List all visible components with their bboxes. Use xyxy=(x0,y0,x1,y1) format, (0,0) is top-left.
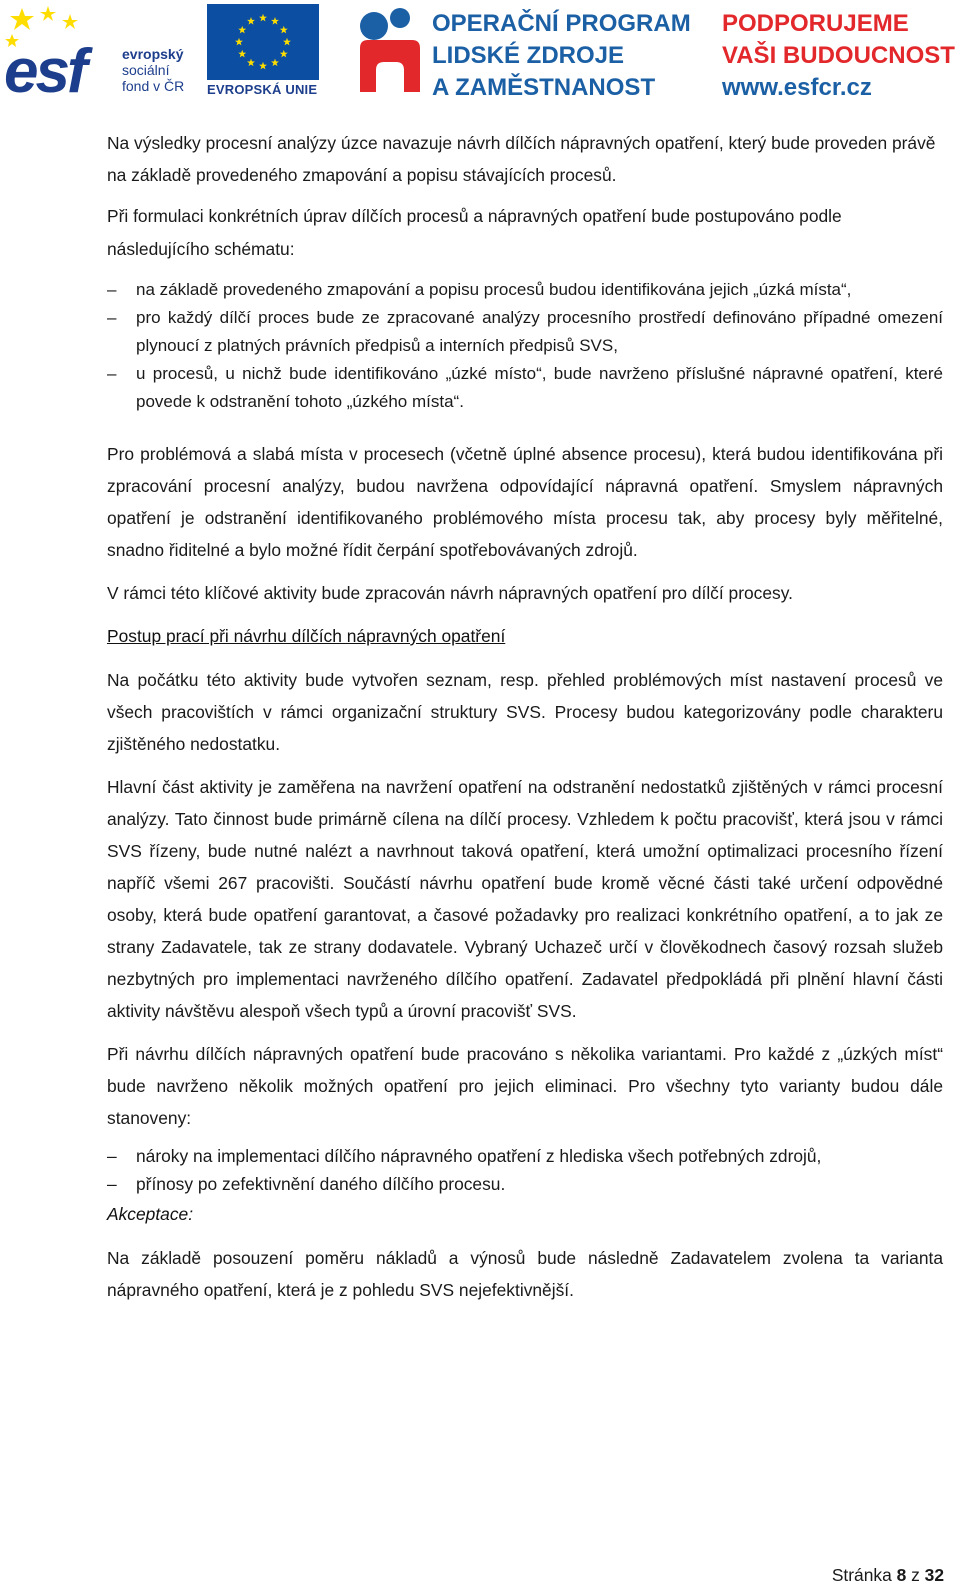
dash-bullet-icon: – xyxy=(107,280,117,299)
esf-line3: fond v ČR xyxy=(122,78,185,94)
esf-logo xyxy=(4,4,117,96)
op-lzz-logo xyxy=(356,4,424,96)
acceptance-label: Akceptace: xyxy=(107,1204,194,1224)
support-line2: VAŠI BUDOUCNOST xyxy=(722,42,955,69)
dash-bullet-icon: – xyxy=(107,364,117,383)
op-line3: A ZAMĚSTNANOST xyxy=(432,74,656,101)
esf-wordmark xyxy=(122,46,202,94)
support-line1: PODPORUJEME xyxy=(722,10,909,37)
scheme-list xyxy=(107,276,943,416)
start-paragraph: Na počátku této aktivity bude vytvořen seznam, resp. přehled problémových míst nastavení procesů ve všech pracovištích v rámci organizační struktury SVS. Procesy budou kategorizovány podle charakteru zjištěného nedostatku. xyxy=(107,670,943,754)
dash-bullet-icon: – xyxy=(107,308,117,327)
activity-paragraph: V rámci této klíčové aktivity bude zpracován návrh nápravných opatření pro dílčí procesy. xyxy=(107,583,793,603)
esf-line1: evropský xyxy=(122,46,184,62)
document-body xyxy=(107,127,943,1317)
list-item xyxy=(107,304,943,360)
scheme-intro-paragraph: Při formulaci konkrétních úprav dílčích procesů a nápravných opatření bude postupováno podle následujícího schématu: xyxy=(107,206,842,259)
page-prefix: Stránka xyxy=(831,1565,892,1585)
dash-bullet-icon: – xyxy=(107,1146,117,1166)
eu-label: EVROPSKÁ UNIE xyxy=(207,82,318,97)
main-paragraph: Hlavní část aktivity je zaměřena na navržení opatření na odstranění nedostatků zjištěných v rámci procesní analýzy. Tato činnost bude primárně cílena na dílčí procesy. Vzhledem k počtu pracovišť, která jsou v rámci SVS řízeny, bude nutné nalézt a navrhnout taková opatření, která umožní optimalizaci procesního řízení napříč všemi 267 pracovišti. Součástí návrhu opatření bude kromě věcné části také určení odpovědné osoby, která bude opatření garantovat, a časové požadavky pro realizaci konkrétního opatření, a to jak ze strany Zadavatele, tak ze strany dodavatele. Vybraný Uchazeč určí v člověkodnech časový rozsah služeb nezbytných pro implementaci navrženého dílčího opatření. Zadavatel předpokládá při plnění hlavní části aktivity návštěvu alespoň všech typů a úrovní pracovišť SVS. xyxy=(107,777,943,1021)
esf-mark-text: esf xyxy=(4,37,85,96)
list-item-text: u procesů, u nichž bude identifikováno „úzké místo“, bude navrženo příslušné nápravné opatření, které povede k odstranění tohoto „úzkého místa“. xyxy=(136,364,943,411)
page-of: z xyxy=(911,1565,920,1585)
list-item-text: pro každý dílčí proces bude ze zpracované analýzy procesního prostředí definováno případné omezení plynoucí z platných právních předpisů a interních předpisů SVS, xyxy=(136,308,943,355)
list-item xyxy=(107,276,943,304)
support-slogan xyxy=(722,8,955,104)
intro-paragraph: Na výsledky procesní analýzy úzce navazuje návrh dílčích nápravných opatření, který bude proveden právě na základě provedeného zmapování a popisu stávajících procesů. xyxy=(107,133,936,185)
current-page: 8 xyxy=(896,1565,907,1585)
list-item-text: nároky na implementaci dílčího nápravného opatření z hlediska všech potřebných zdrojů, xyxy=(136,1146,822,1166)
esf-line2: sociální xyxy=(122,62,170,78)
op-line1: OPERAČNÍ PROGRAM xyxy=(432,10,691,37)
op-program-name xyxy=(432,8,691,104)
page-number xyxy=(832,1565,944,1586)
eu-flag-icon xyxy=(207,4,319,80)
variants-paragraph: Při návrhu dílčích nápravných opatření bude pracováno s několika variantami. Pro každé z „úzkých míst“ bude navrženo několik možných opatření pro jejich eliminaci. Pro všechny tyto varianty budou dále stanoveny: xyxy=(107,1044,943,1128)
support-web-link[interactable]: www.esfcr.cz xyxy=(722,74,872,101)
acceptance-paragraph: Na základě posouzení poměru nákladů a výnosů bude následně Zadavatelem zvolena ta varianta nápravného opatření, která je z pohledu SVS nejefektivnější. xyxy=(107,1248,943,1300)
list-item xyxy=(107,1170,943,1198)
list-item-text: přínosy po zefektivnění daného dílčího procesu. xyxy=(136,1174,506,1194)
procedure-heading: Postup prací při návrhu dílčích nápravných opatření xyxy=(107,626,506,646)
list-item-text: na základě provedeného zmapování a popisu procesů budou identifikována jejich „úzká místa“, xyxy=(136,280,852,299)
op-line2: LIDSKÉ ZDROJE xyxy=(432,42,625,69)
page-header xyxy=(0,0,960,100)
list-item xyxy=(107,360,943,416)
dash-bullet-icon: – xyxy=(107,1174,117,1194)
total-pages: 32 xyxy=(924,1565,944,1585)
list-item xyxy=(107,1142,943,1170)
problems-paragraph: Pro problémová a slabá místa v procesech (včetně úplné absence procesu), která budou identifikována při zpracování procesní analýzy, budou navržena odpovídající nápravná opatření. Smyslem nápravných opatření je odstranění identifikovaného problémového místa procesu tak, aby procesy byly měřitelné, snadno řiditelné a bylo možné řídit čerpání spotřebovávaných zdrojů. xyxy=(107,444,943,560)
variants-list xyxy=(107,1142,943,1198)
